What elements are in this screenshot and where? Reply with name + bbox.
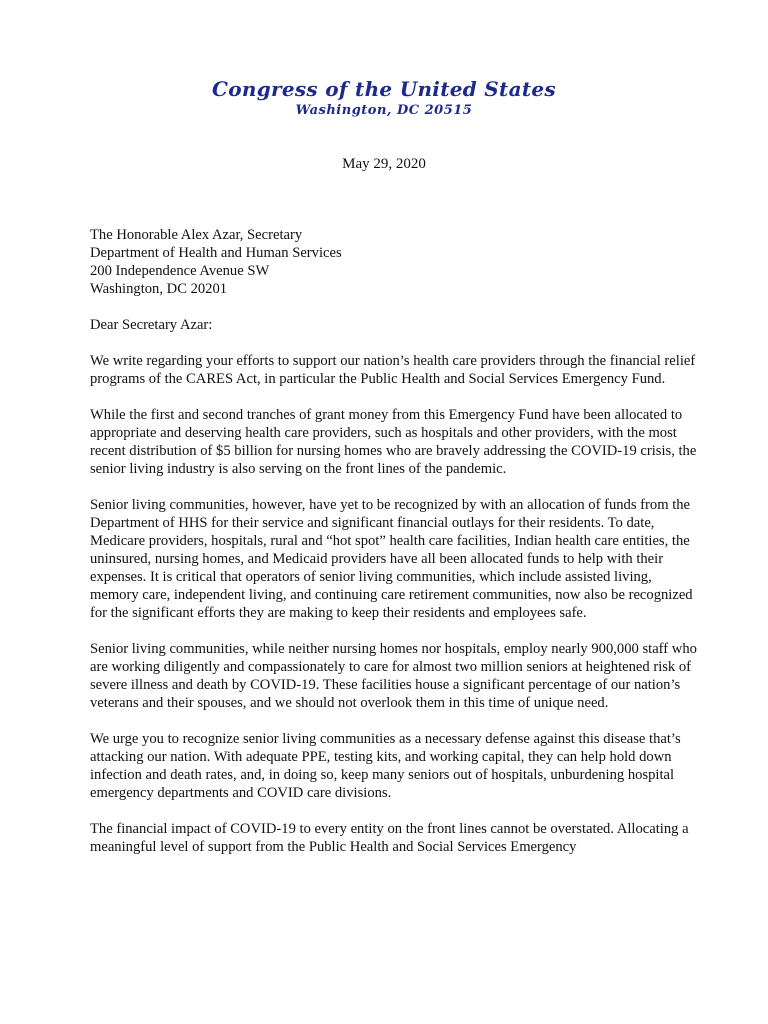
paragraph: Senior living communities, while neither nursing homes nor hospitals, employ nearly 900,000 staff who are working diligently and compassionately to care for almost two million seniors at heightened risk of severe illness and death by COVID-19. These facilities house a significant percentage of our nation’s veterans and their spouses, and we should not overlook them in this time of unique need. [90, 641, 697, 711]
letter-date: May 29, 2020 [342, 156, 426, 172]
paragraph: While the first and second tranches of grant money from this Emergency Fund have been allocated to appropriate and deserving health care providers, such as hospitals and other providers, with the most recent distribution of $5 billion for nursing homes who are bravely addressing the COVID-19 crisis, the senior living industry is also serving on the front lines of the pandemic. [90, 407, 697, 477]
paragraph: Senior living communities, however, have yet to be recognized by with an allocation of funds from the Department of HHS for their service and significant financial outlays for their residents. To date, Medicare providers, hospitals, rural and “hot spot” health care facilities, Indian health care entities, the uninsured, nursing homes, and Medicaid providers have all been allocated funds to help with their expenses. It is critical that operators of senior living communities, which include assisted living, memory care, independent living, and continuing care retirement communities, now also be recognized for the significant efforts they are making to keep their residents and employees safe. [90, 497, 693, 621]
paragraph: We urge you to recognize senior living communities as a necessary defense against this disease that’s attacking our nation. With adequate PPE, testing kits, and working capital, they can help hold down infection and death rates, and, in doing so, keep many seniors out of hospitals, unburdening hospital emergency departments and COVID care divisions. [90, 731, 681, 801]
paragraph: We write regarding your efforts to support our nation’s health care providers through the financial relief programs of the CARES Act, in particular the Public Health and Social Services Emergency Fund. [90, 353, 696, 387]
recipient-line: Department of Health and Human Services [90, 245, 342, 261]
letterhead-city: Washington, DC 20515 [295, 103, 473, 118]
recipient-address [90, 226, 700, 298]
recipient-line: 200 Independence Avenue SW [90, 263, 270, 279]
letter-body [90, 226, 700, 856]
recipient-line: Washington, DC 20201 [90, 281, 228, 297]
recipient-line: The Honorable Alex Azar, Secretary [90, 227, 303, 243]
salutation: Dear Secretary Azar: [90, 317, 213, 333]
paragraph: The financial impact of COVID-19 to every entity on the front lines cannot be overstated. Allocating a meaningful level of support from the Public Health and Social Services Emergency [90, 821, 689, 855]
letterhead [0, 76, 768, 120]
letterhead-organization: Congress of the United States [212, 77, 556, 101]
